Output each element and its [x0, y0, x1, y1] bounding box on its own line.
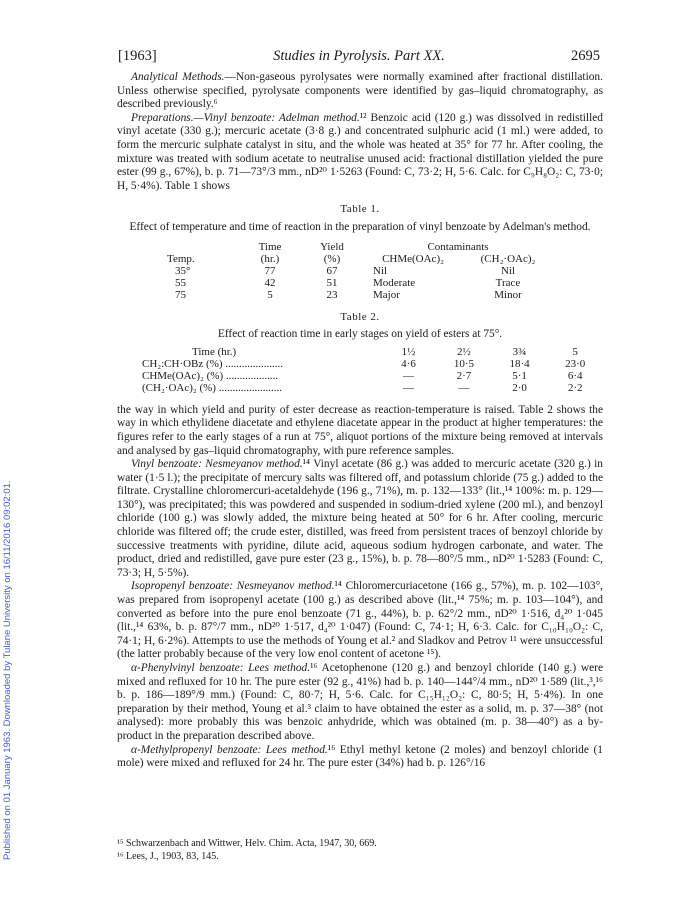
table1-caption: Table 1.	[340, 203, 380, 216]
footnote: ¹⁵ Schwarzenbach and Wittwer, Helv. Chim. Acta, 1947, 30, 669.	[117, 838, 377, 849]
table-cell: Minor	[494, 288, 522, 301]
table-header-cell	[167, 241, 239, 253]
table-header-cell: 3¾	[512, 345, 527, 358]
paragraph-lead: Preparations.—Vinyl benzoate: Adelman method.	[131, 111, 360, 124]
table-cell: 2·7	[456, 369, 472, 382]
table-cell: 75	[175, 288, 186, 301]
table-row	[142, 382, 603, 394]
table-cell: 55	[175, 276, 186, 289]
table-cell: 18·4	[509, 357, 530, 370]
table-cell: Nil	[373, 264, 388, 277]
table-row	[142, 370, 603, 382]
paragraph-phenylvinyl	[117, 662, 603, 744]
paragraph-text: ¹⁶ Ethyl methyl ketone (2 moles) and benzoyl chloride (1 mole) were mixed and refluxed for 24 hr. The pure ester (34%) had b. p. 126°/16	[117, 743, 603, 770]
table2-title: Effect of reaction time in early stages on yield of esters at 75°.	[217, 328, 503, 341]
header-year: [1963]	[118, 48, 157, 64]
paragraph-isopropenyl	[117, 580, 603, 662]
paragraph-text: ¹⁴ Vinyl acetate (86 g.) was added to mercuric acetate (320 g.) in water (1·5 l.); the precipitate of mercury salts was filtered off, and potassium chloride (75 g.) added to the filtrate. Crystalline chloromercuri-acetaldehyde (196 g., 71%), m. p. 132—133° (lit.,¹⁴ 100%: m. p. 129—130°), was precipitated; this was powdered and suspended in sodium-dried xylene (200 ml.), and benzoyl chloride (100 g.) was slowly added, the mixture being heated at 50° for 6 hr. After cooling, mercuric chloride was filtered off; the crude ester, distilled, was freed from persistent traces of benzoyl chloride by successive treatments with pyridine, dilute acid, aqueous sodium hydrogen carbonate, and water. The product, dried and redistilled, gave pure ester (23 g., 15%), b. p. 78—80°/5 mm., nD²⁰ 1·5283 (Found: C, 73·3; H, 5·5%).	[117, 458, 603, 579]
table-cell: Trace	[495, 276, 521, 289]
table-cell: —	[402, 381, 414, 394]
paragraph-text: ¹⁴ Chloromercuriacetone (166 g., 57%), m. p. 102—103°, was prepared from isopropenyl acetate (100 g.) as described above (lit.,¹⁴ 75%; m. p. 103—104°), and converted as before into the pure enol benzoate (71 g., 44%), b. p. 62°/2 mm., nD²⁰ 1·516, d₄²⁰ 1·045 (lit.,¹⁴ 63%, b. p. 87°/7 mm., nD²⁰ 1·517, d₄²⁰ 1·047) (Found: C, 74·1; H, 6·3. Calc. for C₁₀H₁₀O₂: C, 74·1; H, 6·2%). Attempts to use the methods of Young et al.² and Sladkov and Petrov ¹¹ were unsuccessful (the latter probably because of the very low enol content of acetone ¹⁵).	[117, 580, 603, 661]
table-cell: 2·0	[512, 381, 527, 394]
table-cell: (CH₂·OAc)₂ (%) .......................	[142, 381, 282, 394]
paragraph-methylpropenyl	[117, 744, 603, 771]
paragraph-text: ¹² Benzoic acid (120 g.) was dissolved in redistilled vinyl acetate (330 g.); mercuric acetate (3·8 g.) and concentrated sulphuric acid (1 ml.) were added, to form the mercuric sulphate catalyst in situ, and the whole was heated at 35° for 77 hr. After cooling, the mixture was treated with sodium acetate to neutralise unused acid: fractional distillation yielded the pure ester (99 g., 67%), b. p. 71—73°/3 mm., nD²⁰ 1·5263 (Found: C, 73·2; H, 5·6. Calc. for C₉H₈O₂: C, 73·0; H, 5·4%). Table 1 shows	[117, 111, 603, 192]
table1-title: Effect of temperature and time of reaction in the preparation of vinyl benzoate by Adelman's method.	[129, 220, 591, 233]
paragraph-lead: Isopropenyl benzoate: Nesmeyanov method.	[131, 580, 335, 593]
article-body	[117, 71, 603, 771]
table-header-cell: 5	[572, 345, 578, 358]
table-cell: CHMe(OAc)₂ (%) ...................	[142, 369, 279, 382]
table-cell: 4·6	[401, 357, 416, 370]
publication-notice: Published on 01 January 1963. Downloaded by Tulane University on 16/11/2016 09:02:01.	[2, 480, 13, 860]
table-header-cell: Yield	[320, 240, 344, 253]
table-header-cell: Temp.	[167, 252, 195, 265]
table-header-cell: Time (hr.)	[192, 345, 237, 358]
table-row	[167, 265, 553, 277]
table-cell: 23	[326, 288, 338, 301]
table-header-row	[167, 241, 553, 253]
footnote: ¹⁶ Lees, J., 1903, 83, 145.	[117, 850, 219, 862]
table-header-cell: 2½	[457, 345, 471, 358]
page-number: 2695	[571, 48, 600, 64]
table-cell: Major	[373, 288, 400, 301]
table1	[167, 241, 553, 301]
table-cell: 77	[264, 264, 276, 277]
table-header-cell: (hr.)	[260, 252, 280, 265]
table-cell: 2·2	[567, 381, 583, 394]
table-row	[167, 289, 553, 301]
table-cell: 23·0	[565, 357, 586, 370]
paragraph-vinyl-nesmeyanov	[117, 458, 603, 580]
paragraph-lead: α-Phenylvinyl benzoate: Lees method.	[131, 662, 311, 674]
paragraph-table-discussion: the way in which yield and purity of ester decrease as reaction-temperature is raised. Table 2 shows the way in which ethylidene diacetate and ethylene diacetate appear in the product at higher temperatures: the figures refer to the early stages of a run at 75°, aliquot portions of the mixture being removed at intervals and analysed by gas–liquid chromatography, with pure reference samples.	[117, 403, 603, 457]
table-header-cell: Time	[258, 240, 282, 253]
table-cell: Moderate	[373, 276, 416, 289]
table-header-row	[142, 346, 603, 358]
table-cell: 10·5	[453, 357, 475, 370]
paragraph-analytical-methods	[117, 71, 603, 112]
table-cell: 51	[326, 276, 338, 289]
table-header-cell: 1½	[401, 345, 416, 358]
table2-caption: Table 2.	[340, 310, 380, 323]
table-cell: CH₂:CH·OBz (%) .....................	[142, 357, 284, 370]
paragraph-text: ¹⁶ Acetophenone (120 g.) and benzoyl chloride (140 g.) were mixed and refluxed for 10 hr. The pure ester (92 g., 41%) had b. p. 140—144°/4 mm., nD²⁰ 1·589 (lit.,³,¹⁶ b. p. 186—189°/9 mm.) (Found: C, 80·7; H, 5·6. Calc. for C₁₅H₁₂O₂: C, 80·5; H, 5·4%). In one preparation by their method, Young et al.³ claim to have obtained the ester as a solid, m. p. 37—38° (not analysed): more probably this was benzoic anhydride, which was obtained (m. p. 38—40°) as a by-product in the preparation described above.	[117, 662, 603, 742]
table-cell: —	[458, 381, 470, 394]
table-row	[167, 277, 553, 289]
paragraph-lead: Vinyl benzoate: Nesmeyanov method.	[131, 458, 303, 471]
paragraph-vinyl-adelman	[117, 112, 603, 194]
table-header-cell: CHMe(OAc)₂	[382, 252, 444, 265]
table-cell: —	[402, 369, 414, 382]
table-cell: Nil	[500, 264, 516, 277]
table-cell: 6·4	[567, 369, 583, 382]
table-cell: 67	[326, 264, 338, 277]
table-header-cell: Contaminants	[427, 240, 489, 253]
table-header-cell: (%)	[323, 252, 341, 265]
paragraph-lead: α-Methylpropenyl benzoate: Lees method.	[131, 743, 328, 756]
table-header-cell: (CH₂·OAc)₂	[480, 252, 536, 265]
table-header-row	[167, 253, 553, 265]
table-cell: 5	[267, 288, 273, 301]
paragraph-text: —Non-gaseous pyrolysates were normally examined after fractional distillation. Unless otherwise specified, pyrolysate components were identified by gas–liquid chromatography, as described previously.⁶	[117, 71, 603, 111]
header-title: Studies in Pyrolysis. Part XX.	[273, 48, 445, 64]
paragraph-lead: Analytical Methods.	[131, 71, 225, 83]
running-header	[118, 48, 600, 64]
table-row	[142, 358, 603, 370]
table-cell: 35°	[175, 264, 191, 277]
footnotes	[117, 838, 603, 863]
table-cell: 5·1	[512, 369, 527, 382]
table-cell: 42	[264, 276, 276, 289]
table2	[142, 346, 603, 394]
